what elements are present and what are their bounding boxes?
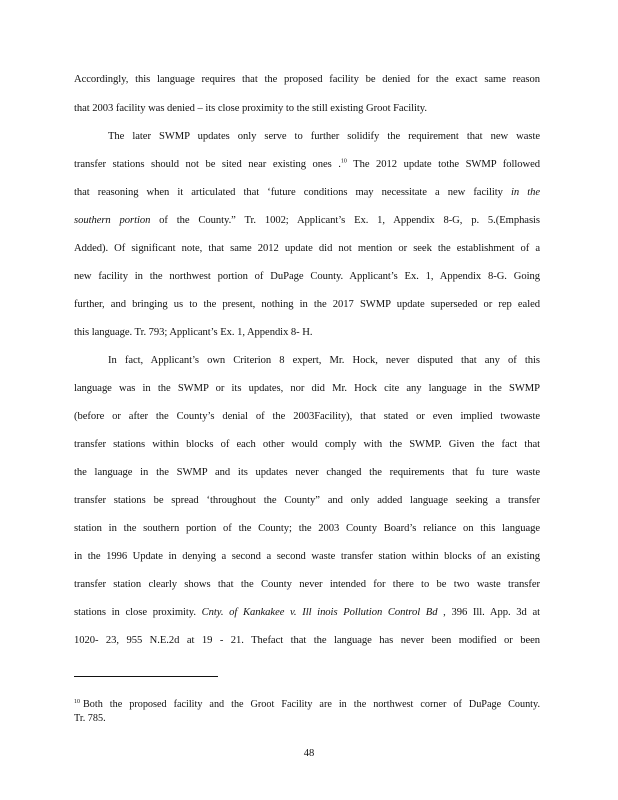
- body-line: transfer stations within blocks of each other would comply with the SWMP. Given the fact that: [74, 439, 540, 450]
- footnote-reference: 10: [340, 158, 347, 165]
- body-line: that reasoning when it articulated that ‘future conditions may necessitate a new facility in the: [74, 187, 541, 198]
- body-line: the language in the SWMP and its updates never changed the requirements that fu ture waste: [74, 467, 540, 478]
- body-line: (before or after the County’s denial of the 2003Facility), that stated or even implied twowaste: [74, 411, 540, 422]
- body-line: Added). Of significant note, that same 2012 update did not mention or seek the establishment of a: [74, 243, 540, 254]
- body-line: in the 1996 Update in denying a second a second waste transfer station within blocks of an existing: [74, 551, 540, 562]
- body-line: transfer stations be spread ‘throughout the County” and only added language seeking a transfer: [74, 495, 540, 506]
- body-line: In fact, Applicant’s own Criterion 8 expert, Mr. Hock, never disputed that any of this: [108, 355, 540, 366]
- body-line: southern portion of the County.” Tr. 1002; Applicant’s Ex. 1, Appendix 8-G, p. 5.(Emphasis: [74, 215, 541, 226]
- body-line: further, and bringing us to the present, nothing in the 2017 SWMP update superseded or rep ealed: [74, 299, 540, 310]
- body-line: The later SWMP updates only serve to further solidify the requirement that new waste: [108, 131, 540, 142]
- body-line: transfer station clearly shows that the County never intended for there to be two waste transfer: [74, 579, 540, 590]
- body-line: that 2003 facility was denied – its close proximity to the still existing Groot Facility.: [74, 103, 427, 114]
- emphasis-text: in the: [511, 187, 541, 198]
- emphasis-text: southern portion: [74, 215, 151, 226]
- body-line: 1020- 23, 955 N.E.2d at 19 - 21. Thefact that the language has never been modified or been: [74, 635, 540, 646]
- case-citation: Cnty. of Kankakee v. Ill inois Pollution Control Bd: [201, 607, 438, 618]
- footnote-continuation: Tr. 785.: [74, 713, 106, 724]
- footnote: $^{10}$ Both the proposed facility and the Groot Facility are in the northwest corner of DuPage County.: [74, 698, 540, 710]
- body-line: station in the southern portion of the County; the 2003 County Board’s reliance on this language: [74, 523, 540, 534]
- body-line: Accordingly, this language requires that the proposed facility be denied for the exact same reason: [74, 74, 540, 85]
- body-line: this language. Tr. 793; Applicant’s Ex. 1, Appendix 8- H.: [74, 327, 313, 338]
- footnote-marker: 10: [74, 698, 80, 705]
- body-line: language was in the SWMP or its updates, nor did Mr. Hock cite any language in the SWMP: [74, 383, 540, 394]
- body-line: stations in close proximity. Cnty. of Kankakee v. Ill inois Pollution Control Bd , 396 Ill. App. 3d at: [74, 607, 540, 618]
- footnote-separator: [74, 676, 218, 677]
- body-line: transfer stations should not be sited near existing ones .$^{10}$ The 2012 update tothe SWMP followed: [74, 158, 540, 170]
- page-number: 48: [303, 748, 315, 759]
- body-line: new facility in the northwest portion of DuPage County. Applicant’s Ex. 1, Appendix 8-G. Going: [74, 271, 540, 282]
